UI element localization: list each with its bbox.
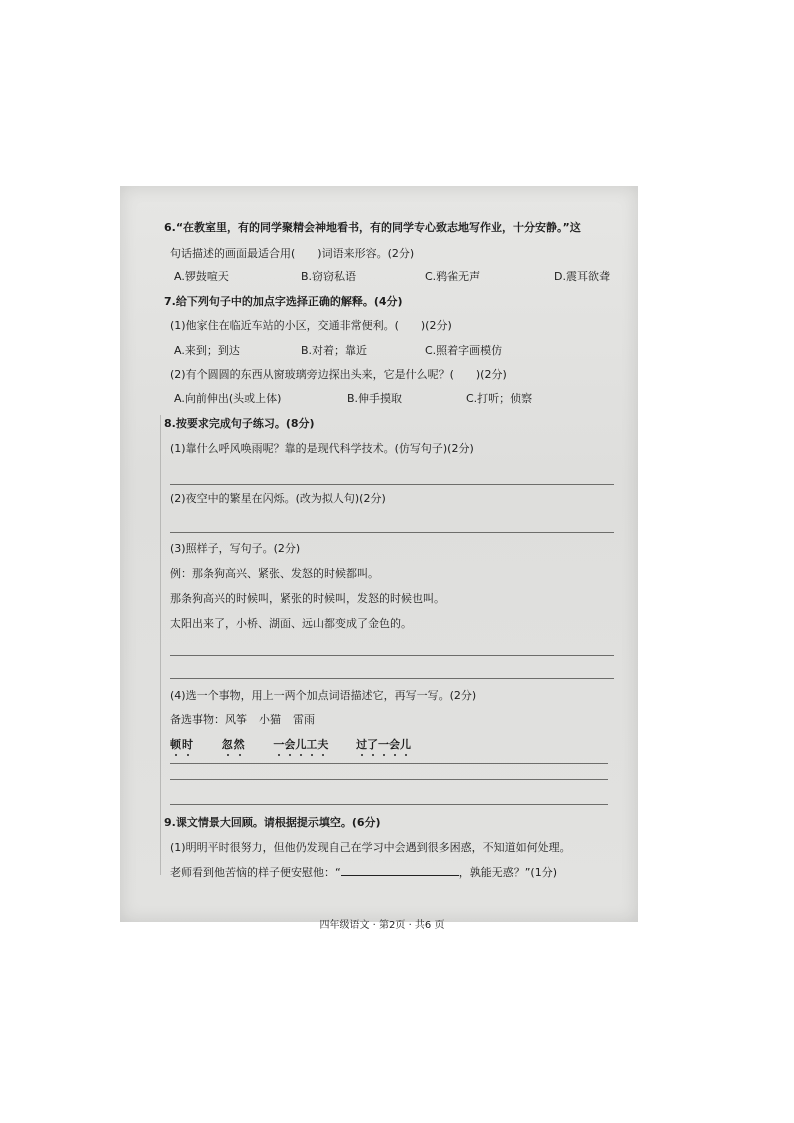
q8-sentence-3: (3)照样子，写句子。(2分) — [170, 542, 301, 555]
q8-s4-answer-line-2[interactable] — [170, 779, 608, 780]
q8-sentence-2: (2)夜空中的繁星在闪烁。(改为拟人句)(2分) — [170, 492, 386, 505]
q9-s1-fill-blank[interactable] — [341, 864, 459, 876]
q7-sentence-1: (1)他家住在临近车站的小区，交通非常便利。( )(2分) — [170, 319, 452, 332]
q8-choices-label: 备选事物： — [170, 713, 225, 726]
q8-choices-row — [170, 712, 315, 728]
q8-sentence-4: (4)选一个事物，用上一两个加点词语描述它，再写一写。(2分) — [170, 689, 477, 702]
q7-s2-option-b: B.伸手摸取 — [347, 392, 403, 405]
q8-prompt-3: 太阳出来了，小桥、湖面、远山都变成了金色的。 — [170, 617, 412, 630]
q7-s2-option-a: A.向前伸出(头或上体) — [174, 392, 282, 405]
q6-line2: 句话描述的画面最适合用( )词语来形容。(2分) — [170, 247, 415, 260]
q8-s4-answer-line-3[interactable] — [170, 804, 608, 805]
q8-s4-answer-line-1[interactable] — [170, 763, 608, 764]
q8-example-2: 那条狗高兴的时候叫，紧张的时候叫，发怒的时候也叫。 — [170, 592, 445, 605]
q8-example-1: 例：那条狗高兴、紧张、发怒的时候都叫。 — [170, 567, 379, 580]
q7-sentence-2: (2)有个圆圆的东西从窗玻璃旁边探出头来，它是什么呢？( )(2分) — [170, 368, 507, 381]
q9-title: 9.课文情景大回顾。请根据提示填空。(6分) — [164, 816, 381, 829]
q9-s1-line2 — [170, 864, 557, 881]
q8-s2-answer-line[interactable] — [170, 532, 614, 533]
q7-s1-option-a: A.来到；到达 — [174, 344, 240, 357]
q8-s1-answer-line[interactable] — [170, 484, 614, 485]
q8-s3-answer-line-1[interactable] — [170, 655, 614, 656]
q8-s3-answer-line-2[interactable] — [170, 678, 614, 679]
q6-option-b: B.窃窃私语 — [301, 270, 357, 283]
q8-word-guoleyihuier: 过了一会儿 — [356, 737, 411, 753]
q9-s1-line1: (1)明明平时很努力，但他仍发现自己在学习中会遇到很多困惑，不知道如何处理。 — [170, 841, 571, 854]
q7-title: 7.给下列句子中的加点字选择正确的解释。(4分) — [164, 295, 403, 308]
q8-choice-thunderstorm: 雷雨 — [293, 713, 315, 726]
page-margin-line — [160, 415, 161, 875]
q8-title: 8.按要求完成句子练习。(8分) — [164, 417, 315, 430]
bleed-through-text — [538, 250, 628, 770]
q8-choice-kite: 风筝 — [225, 713, 247, 726]
q7-s2-option-c: C.打听；侦察 — [466, 392, 533, 405]
q8-choice-kitten: 小猫 — [259, 713, 281, 726]
q6-line1: 6.“在教室里，有的同学聚精会神地看书，有的同学专心致志地写作业，十分安静。”这 — [164, 221, 581, 234]
page-footer-text: 四年级语文 · 第2页 · 共6 页 — [319, 920, 445, 931]
page-footer — [0, 916, 794, 931]
q9-s1-suffix: ，孰能无惑？”(1分) — [458, 866, 557, 879]
q7-s1-option-b: B.对着；靠近 — [301, 344, 368, 357]
q6-option-c: C.鸦雀无声 — [425, 270, 481, 283]
q9-s1-prefix: 老师看到他苦恼的样子便安慰他：“ — [170, 866, 341, 879]
q8-sentence-1: (1)靠什么呼风唤雨呢？靠的是现代科学技术。(仿写句子)(2分) — [170, 442, 474, 455]
q8-word-dunshi: 顿时 — [170, 737, 194, 753]
q8-dotted-words — [170, 737, 411, 753]
q6-option-a: A.锣鼓喧天 — [174, 270, 229, 283]
q7-s1-option-c: C.照着字画模仿 — [425, 344, 503, 357]
q8-word-huran: 忽然 — [222, 737, 246, 753]
q6-option-d: D.震耳欲聋 — [554, 270, 610, 283]
q8-word-yihuiergongfu: 一会儿工夫 — [273, 737, 328, 753]
